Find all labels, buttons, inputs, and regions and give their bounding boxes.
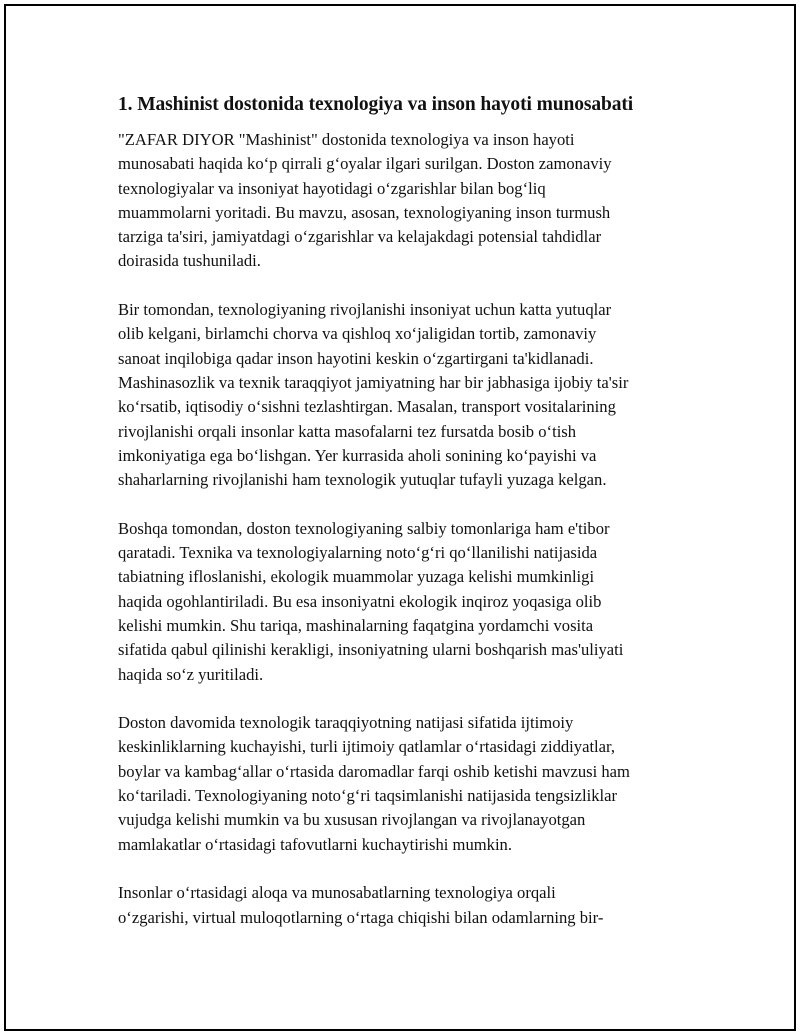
text-line: doirasida tushuniladi. bbox=[118, 251, 261, 271]
text-line: ko‘rsatib, iqtisodiy o‘sishni tezlashtirgan. Masalan, transport vositalarining bbox=[118, 397, 616, 417]
section-heading: 1. Mashinist dostonida texnologiya va inson hayoti munosabati bbox=[118, 94, 634, 115]
text-line: o‘zgarishi, virtual muloqotlarning o‘rtaga chiqishi bilan odamlarning bir- bbox=[118, 907, 604, 927]
text-line: munosabati haqida ko‘p qirrali g‘oyalar ilgari surilgan. Doston zamonaviy bbox=[118, 154, 612, 174]
text-line: mamlakatlar o‘rtasidagi tafovutlarni kuchaytirishi mumkin. bbox=[118, 834, 512, 854]
paragraph-3 bbox=[118, 517, 698, 687]
paragraph-4 bbox=[118, 711, 698, 857]
text-line: ko‘tariladi. Texnologiyaning noto‘g‘ri taqsimlanishi natijasida tengsizliklar bbox=[118, 786, 618, 806]
text-line: Mashinasozlik va texnik taraqqiyot jamiyatning har bir jabhasiga ijobiy ta'sir bbox=[118, 372, 629, 392]
text-line: shaharlarning rivojlanishi ham texnologik yutuqlar tufayli yuzaga kelgan. bbox=[118, 470, 607, 490]
text-line: boylar va kambag‘allar o‘rtasida daromadlar farqi oshib ketishi mavzusi ham bbox=[118, 761, 630, 781]
text-line: olib kelgani, birlamchi chorva va qishloq xo‘jaligidan tortib, zamonaviy bbox=[118, 324, 597, 344]
text-line: tarziga ta'siri, jamiyatdagi o‘zgarishlar va kelajakdagi potensial tahdidlar bbox=[118, 227, 602, 247]
text-line: texnologiyalar va insoniyat hayotidagi o‘zgarishlar bilan bog‘liq bbox=[118, 178, 546, 198]
text-line: imkoniyatiga ega bo‘lishgan. Yer kurrasida aholi sonining ko‘payishi va bbox=[118, 445, 597, 465]
text-line: keskinliklarning kuchayishi, turli ijtimoiy qatlamlar o‘rtasidagi ziddiyatlar, bbox=[118, 737, 616, 757]
paragraph-5 bbox=[118, 881, 698, 930]
text-line: muammolarni yoritadi. Bu mavzu, asosan, texnologiyaning inson turmush bbox=[118, 202, 611, 222]
text-line: kelishi mumkin. Shu tariqa, mashinalarning faqatgina yordamchi vosita bbox=[118, 615, 594, 635]
text-line: Bir tomondan, texnologiyaning rivojlanishi insoniyat uchun katta yutuqlar bbox=[118, 300, 612, 320]
document-body bbox=[118, 92, 698, 954]
paragraph-1 bbox=[118, 128, 698, 274]
text-line: sanoat inqilobiga qadar inson hayotini keskin o‘zgartirgani ta'kidlanadi. bbox=[118, 348, 594, 368]
text-line: Boshqa tomondan, doston texnologiyaning salbiy tomonlariga ham e'tibor bbox=[118, 518, 610, 538]
text-line: rivojlanishi orqali insonlar katta masofalarni tez fursatda bosib o‘tish bbox=[118, 421, 577, 441]
text-line: "ZAFAR DIYOR "Mashinist" dostonida texnologiya va inson hayoti bbox=[118, 130, 575, 149]
text-line: haqida so‘z yuritiladi. bbox=[118, 664, 264, 684]
text-line: tabiatning ifloslanishi, ekologik muammolar yuzaga kelishi mumkinligi bbox=[118, 567, 595, 587]
paragraph-2 bbox=[118, 298, 698, 492]
text-line: vujudga kelishi mumkin va bu xususan rivojlangan va rivojlanayotgan bbox=[118, 810, 586, 830]
text-line: qaratadi. Texnika va texnologiyalarning noto‘g‘ri qo‘llanilishi natijasida bbox=[118, 543, 598, 563]
text-line: sifatida qabul qilinishi kerakligi, insoniyatning ularni boshqarish mas'uliyati bbox=[118, 640, 624, 660]
text-line: Insonlar o‘rtasidagi aloqa va munosabatlarning texnologiya orqali bbox=[118, 883, 556, 903]
text-line: Doston davomida texnologik taraqqiyotning natijasi sifatida ijtimoiy bbox=[118, 713, 574, 733]
text-line: haqida ogohlantiriladi. Bu esa insoniyatni ekologik inqiroz yoqasiga olib bbox=[118, 591, 602, 611]
